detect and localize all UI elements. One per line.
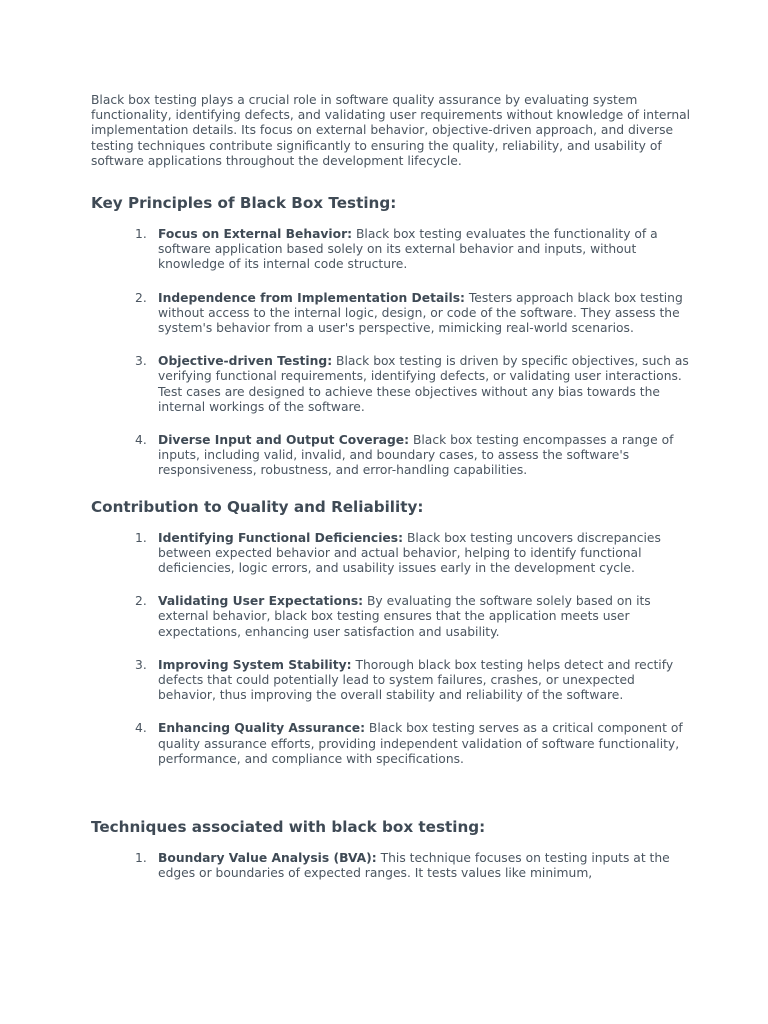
intro-paragraph: Black box testing plays a crucial role in software quality assurance by evaluating system functionality, identifying defects, and validating user requirements without knowledge of internal implementation details. Its focus on external behavior, objective-driven approach, and diverse testing techniques contribute significantly to ensuring the quality, reliability, and usability of software applications throughout the development lifecycle.: [91, 93, 691, 168]
contribution-list: [91, 531, 691, 767]
list-number: 3.: [135, 657, 147, 672]
list-text: By evaluating the software solely based on its external behavior, black box testing ensures that the application meets user expectations, enhancing user satisfaction and usability.: [158, 594, 651, 639]
list-number: 1.: [135, 851, 147, 866]
list-term: Identifying Functional Deficiencies:: [158, 530, 404, 545]
list-text: Black box testing serves as a critical component of quality assurance efforts, providing independent validation of software functionality, performance, and compliance with specifications.: [158, 721, 683, 766]
list-item: [91, 721, 691, 767]
list-text: Black box testing encompasses a range of inputs, including valid, invalid, and boundary cases, to assess the software's responsiveness, robustness, and error-handling capabilities.: [158, 433, 674, 478]
list-number: 3.: [135, 354, 147, 369]
list-text: Black box testing uncovers discrepancies between expected behavior and actual behavior, helping to identify functional deficiencies, logic errors, and usability issues early in the development cycle.: [158, 530, 661, 576]
list-term: Boundary Value Analysis (BVA):: [158, 851, 377, 866]
list-term: Enhancing Quality Assurance:: [158, 721, 365, 736]
list-number: 1.: [135, 227, 147, 242]
heading-contribution: Contribution to Quality and Reliability:: [91, 497, 424, 516]
list-text: This technique focuses on testing inputs at the edges or boundaries of expected ranges. It tests values like minimum,: [158, 851, 670, 881]
list-number: 1.: [135, 530, 147, 545]
list-term: Focus on External Behavior:: [158, 227, 353, 242]
document-page: [91, 93, 691, 882]
list-text: Black box testing evaluates the functionality of a software application based solely on its external behavior and inputs, without knowledge of its internal code structure.: [158, 227, 658, 272]
key-principles-list: [91, 227, 691, 479]
list-term: Diverse Input and Output Coverage:: [158, 433, 410, 448]
list-term: Independence from Implementation Details:: [158, 290, 465, 305]
list-item: [91, 851, 691, 881]
list-term: Improving System Stability:: [158, 657, 352, 672]
list-term: Validating User Expectations:: [158, 594, 364, 609]
list-text: Black box testing is driven by specific objectives, such as verifying functional requirements, identifying defects, or validating user interactions. Test cases are designed to achieve these objectives without any bias towards the internal workings of the software.: [158, 354, 689, 414]
heading-techniques: Techniques associated with black box testing:: [91, 818, 486, 837]
list-number: 2.: [135, 290, 147, 305]
list-item: [91, 433, 691, 479]
techniques-list: [91, 851, 691, 881]
list-item: [91, 658, 691, 704]
list-term: Objective-driven Testing:: [158, 354, 333, 369]
list-item: [91, 354, 691, 415]
list-item: [91, 291, 691, 337]
heading-key-principles: Key Principles of Black Box Testing:: [91, 194, 397, 213]
list-text: Testers approach black box testing without access to the internal logic, design, or code of the software. They assess the system's behavior from a user's perspective, mimicking real-world scenarios.: [158, 290, 683, 336]
list-text: Thorough black box testing helps detect and rectify defects that could potentially lead to system failures, crashes, or unexpected behavior, thus improving the overall stability and reliability of the software.: [158, 657, 674, 703]
list-item: [91, 531, 691, 577]
list-number: 2.: [135, 594, 147, 609]
list-number: 4.: [135, 721, 147, 736]
list-number: 4.: [135, 433, 147, 448]
list-item: [91, 227, 691, 273]
list-item: [91, 594, 691, 640]
